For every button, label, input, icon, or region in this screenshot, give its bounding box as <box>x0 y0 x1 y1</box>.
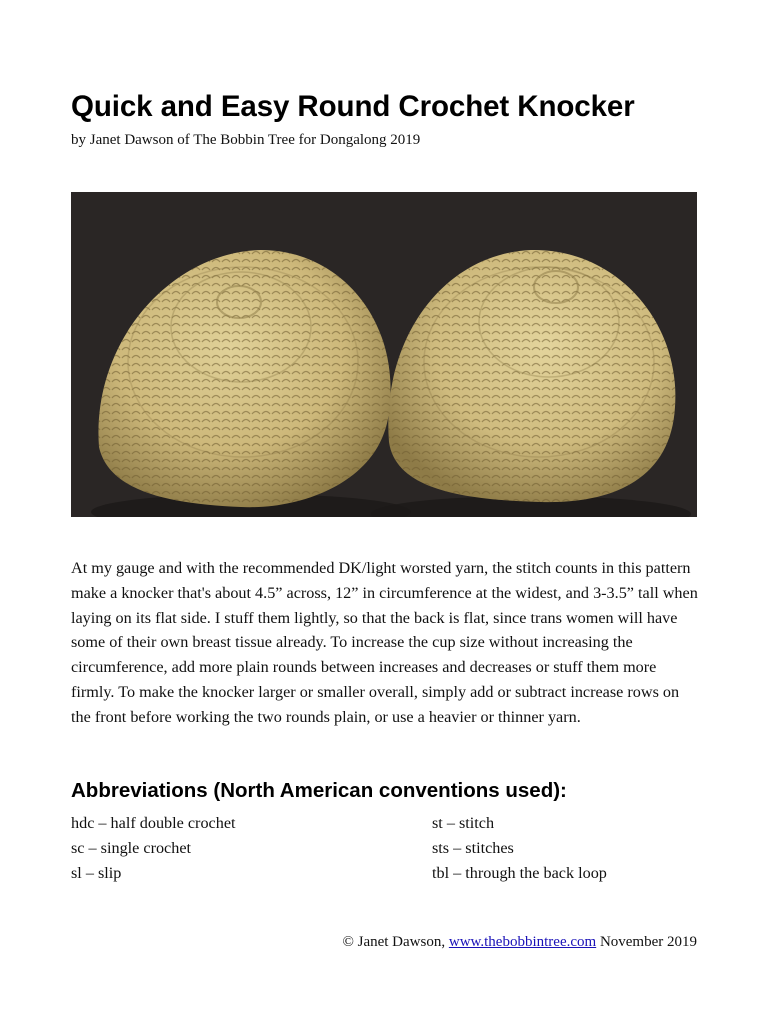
footer-copyright: © Janet Dawson, <box>342 934 449 950</box>
abbreviation-item: sl – slip <box>71 863 122 882</box>
footer-date: November 2019 <box>596 934 697 950</box>
abbreviations-heading: Abbreviations (North American conventions used): <box>71 779 567 802</box>
abbreviation-item: sc – single crochet <box>71 838 192 857</box>
website-link[interactable]: www.thebobbintree.com <box>448 934 597 950</box>
document-title: Quick and Easy Round Crochet Knocker <box>71 90 635 123</box>
intro-paragraph: At my gauge and with the recommended DK/light worsted yarn, the stitch counts in this pattern make a knocker that's about 4.5” across, 12” in circumference at the widest, and 3-3.5” tall when laying on its flat side. I stuff them lightly, so that the back is flat, since trans women will have some of their own breast tissue already. To increase the cup size without increasing the circumference, add more plain rounds between increases and decreases or stuff them more firmly. To make the knocker larger or smaller overall, simply add or subtract increase rows on the front before working the two rounds plain, or use a heavier or thinner yarn. <box>71 559 698 726</box>
abbreviation-item: sts – stitches <box>432 838 514 857</box>
abbreviations-column-right <box>432 811 607 885</box>
author-byline: by Janet Dawson of The Bobbin Tree for Dongalong 2019 <box>71 132 421 148</box>
copyright-footer <box>342 934 697 951</box>
crochet-knockers-illustration <box>71 192 697 517</box>
abbreviations-column-left <box>71 811 236 885</box>
abbreviation-item: hdc – half double crochet <box>71 814 236 832</box>
crochet-knockers-photo <box>71 192 697 517</box>
abbreviation-item: st – stitch <box>432 814 495 832</box>
abbreviation-item: tbl – through the back loop <box>432 863 607 882</box>
